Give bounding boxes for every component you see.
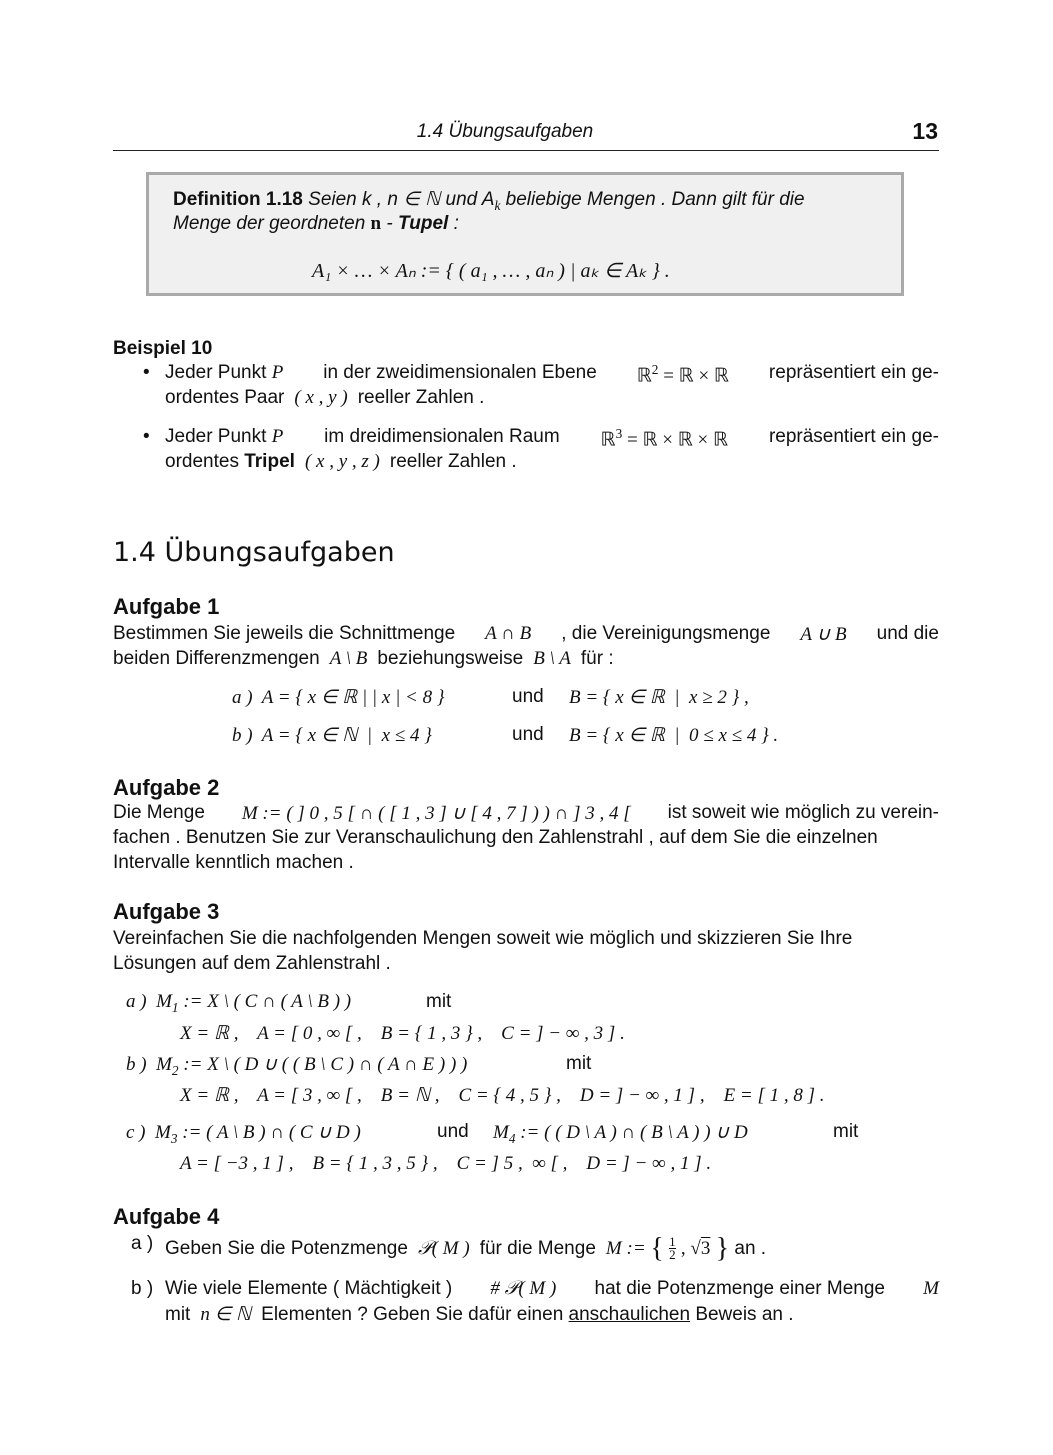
text: Beweis an . bbox=[695, 1304, 794, 1325]
beispiel-item-2-line-2: ordentes Tripel ( x , y , z ) reeller Zahlen . bbox=[165, 451, 517, 472]
text: repräsentiert ein ge- bbox=[768, 426, 939, 447]
aufgabe-4-b-line-1: Wie viele Elemente ( Mächtigkeit ) # 𝒫( M ) hat die Potenzmenge einer Menge M bbox=[165, 1278, 939, 1299]
aufgabe-2-line-1: Die Menge M := ( ] 0 , 5 [ ∩ ( [ 1 , 3 ] ∪ [ 4 , 7 ] ) ) ∩ ] 3 , 4 [ ist soweit wie möglich zu verein- bbox=[113, 802, 939, 824]
definition-line-2 bbox=[173, 213, 459, 235]
beispiel-item-1-line-1: Jeder Punkt P in der zweidimensionalen Ebene ℝ$^2$ = ℝ × ℝ repräsentiert ein ge- bbox=[165, 362, 939, 387]
text: reeller Zahlen . bbox=[357, 387, 485, 408]
text: für : bbox=[580, 648, 614, 669]
subscript-k: k bbox=[494, 197, 501, 213]
text: Wie viele Elemente ( Mächtigkeit ) bbox=[165, 1278, 453, 1299]
aufgabe-4-a-text: Geben Sie die Potenzmenge 𝒫( M ) für die Menge M := { $\frac{1}{2}$ , √3 } an . bbox=[165, 1233, 767, 1264]
bullet-2: • bbox=[143, 426, 150, 447]
text: Tripel bbox=[244, 451, 295, 472]
text: Jeder Punkt bbox=[165, 362, 267, 383]
text: Jeder Punkt bbox=[165, 426, 267, 447]
beispiel-title: Beispiel 10 bbox=[113, 338, 213, 359]
definition-line-1 bbox=[173, 188, 805, 214]
aufgabe-2-line-2: fachen . Benutzen Sie zur Veranschaulichung den Zahlenstrahl , auf dem Sie die einzelnen bbox=[113, 827, 878, 848]
text: mit bbox=[165, 1304, 191, 1325]
aufgabe-4-b-label: b ) bbox=[131, 1278, 154, 1299]
fraction-one-half: $\frac{1}{2}$ bbox=[669, 1234, 676, 1263]
text: ordentes bbox=[165, 451, 239, 472]
text: Elementen ? Geben Sie dafür einen bbox=[261, 1304, 564, 1325]
aufgabe-3-a-sets: X = ℝ , A = [ 0 , ∞ [ , B = { 1 , 3 } , C = ] − ∞ , 3 ] . bbox=[180, 1023, 625, 1044]
aufgabe-3-b-mit: mit bbox=[566, 1053, 592, 1074]
definition-text-1: Seien k , n ∈ ℕ und A bbox=[308, 189, 495, 210]
aufgabe-3-line-1: Vereinfachen Sie die nachfolgenden Mengen soweit wie möglich und skizzieren Sie Ihre bbox=[113, 928, 853, 949]
definition-text-1b: beliebige Mengen . Dann gilt für die bbox=[505, 189, 805, 210]
text: in der zweidimensionalen Ebene bbox=[323, 362, 597, 383]
aufgabe-3-a-formula: a ) $M_1$ := X \ ( C ∩ ( A \ B ) ) bbox=[126, 991, 352, 1015]
text: repräsentiert ein ge- bbox=[768, 362, 939, 383]
text: Die Menge bbox=[113, 802, 205, 823]
definition-formula: A₁ × … × Aₙ := { ( a₁ , … , aₙ ) | aₖ ∈ Aₖ } . bbox=[312, 260, 670, 282]
aufgabe-3-title: Aufgabe 3 bbox=[113, 899, 220, 924]
text: im dreidimensionalen Raum bbox=[324, 426, 560, 447]
bullet-1: • bbox=[143, 362, 150, 383]
aufgabe-1-line-1: Bestimmen Sie jeweils die Schnittmenge A ∩ B , die Vereinigungsmenge A ∪ B und die bbox=[113, 623, 939, 645]
aufgabe-1-b-und: und bbox=[512, 724, 544, 745]
text: , die Vereinigungsmenge bbox=[561, 623, 771, 644]
running-header-title: 1.4 Übungsaufgaben bbox=[416, 121, 594, 142]
aufgabe-2-line-3: Intervalle kenntlich machen . bbox=[113, 852, 354, 873]
text: ordentes Paar bbox=[165, 387, 285, 408]
text: Bestimmen Sie jeweils die Schnittmenge bbox=[113, 623, 456, 644]
aufgabe-3-c-formula-1: c ) $M_3$ := ( A \ B ) ∩ ( C ∪ D ) bbox=[126, 1122, 361, 1146]
text: an . bbox=[734, 1238, 767, 1259]
text: hat die Potenzmenge einer Menge bbox=[594, 1278, 885, 1299]
aufgabe-1-a-left: a ) A = { x ∈ ℝ | | x | < 8 } bbox=[232, 687, 445, 708]
aufgabe-4-b-line-2: mit n ∈ ℕ Elementen ? Geben Sie dafür einen anschaulichen Beweis an . bbox=[165, 1304, 794, 1325]
definition-n: n bbox=[370, 213, 382, 234]
aufgabe-1-a-und: und bbox=[512, 686, 544, 707]
text: beziehungsweise bbox=[377, 648, 524, 669]
page-number: 13 bbox=[912, 118, 938, 144]
text: reeller Zahlen . bbox=[389, 451, 517, 472]
text: beiden Differenzmengen bbox=[113, 648, 320, 669]
aufgabe-3-c-formula-2: $M_4$ := ( ( D \ A ) ∩ ( B \ A ) ) ∪ D bbox=[493, 1122, 748, 1146]
text: für die Menge bbox=[479, 1238, 596, 1259]
definition-dash: - bbox=[381, 213, 399, 234]
aufgabe-3-a-mit: mit bbox=[426, 991, 452, 1012]
section-title: 1.4 Übungsaufgaben bbox=[113, 537, 395, 568]
text: ist soweit wie möglich zu verein- bbox=[667, 802, 939, 823]
aufgabe-3-b-sets: X = ℝ , A = [ 3 , ∞ [ , B = ℕ , C = { 4 , 5 } , D = ] − ∞ , 1 ] , E = [ 1 , 8 ] . bbox=[180, 1085, 825, 1106]
definition-colon: : bbox=[448, 213, 459, 234]
aufgabe-2-title: Aufgabe 2 bbox=[113, 775, 220, 800]
aufgabe-3-c-und: und bbox=[437, 1121, 469, 1142]
aufgabe-3-b-formula: b ) $M_2$ := X \ ( D ∪ ( ( B \ C ) ∩ ( A ∩ E ) ) ) bbox=[126, 1054, 468, 1078]
aufgabe-4-a-label: a ) bbox=[131, 1233, 154, 1254]
aufgabe-1-line-2: beiden Differenzmengen A \ B beziehungsweise B \ A für : bbox=[113, 648, 614, 669]
aufgabe-4-title: Aufgabe 4 bbox=[113, 1204, 220, 1229]
text: Geben Sie die Potenzmenge bbox=[165, 1238, 408, 1259]
aufgabe-1-title: Aufgabe 1 bbox=[113, 594, 220, 619]
header-rule bbox=[113, 150, 939, 151]
definition-text-2: Menge der geordneten bbox=[173, 213, 366, 234]
aufgabe-1-b-right: B = { x ∈ ℝ | 0 ≤ x ≤ 4 } . bbox=[569, 725, 779, 746]
aufgabe-1-b-left: b ) A = { x ∈ ℕ | x ≤ 4 } bbox=[232, 725, 432, 746]
beispiel-item-1-line-2: ordentes Paar ( x , y ) reeller Zahlen . bbox=[165, 387, 485, 408]
aufgabe-1-a-right: B = { x ∈ ℝ | x ≥ 2 } , bbox=[569, 687, 749, 708]
definition-label: Definition 1.18 bbox=[173, 189, 303, 210]
aufgabe-3-c-mit: mit bbox=[833, 1121, 859, 1142]
beispiel-item-2-line-1: Jeder Punkt P im dreidimensionalen Raum ℝ$^3$ = ℝ × ℝ × ℝ repräsentiert ein ge- bbox=[165, 426, 939, 451]
aufgabe-3-line-2: Lösungen auf dem Zahlenstrahl . bbox=[113, 953, 391, 974]
aufgabe-3-c-sets: A = [ −3 , 1 ] , B = { 1 , 3 , 5 } , C = ] 5 , ∞ [ , D = ] − ∞ , 1 ] . bbox=[180, 1153, 712, 1174]
text: und die bbox=[876, 623, 939, 644]
definition-tupel: Tupel bbox=[398, 213, 449, 234]
underlined-word: anschaulichen bbox=[568, 1304, 691, 1325]
